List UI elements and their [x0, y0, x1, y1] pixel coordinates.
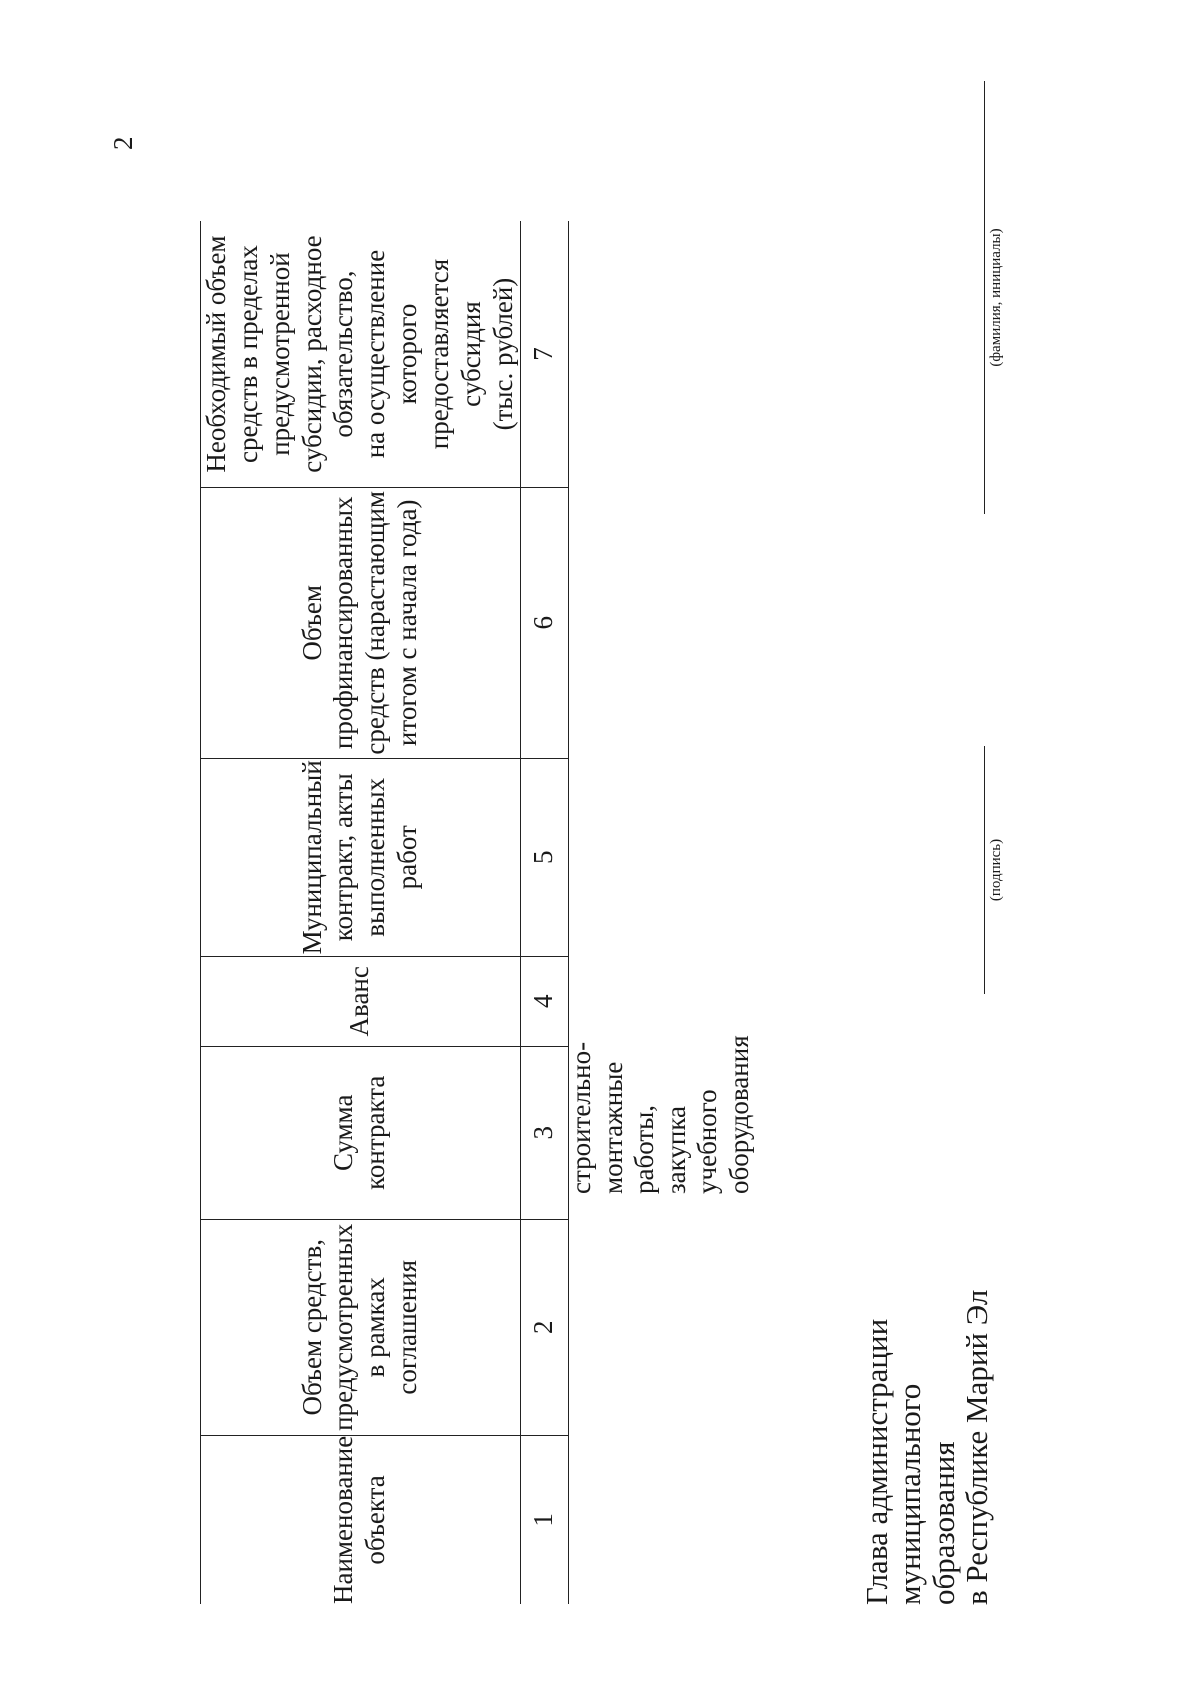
header-advance: Аванс [201, 956, 521, 1046]
column-number: 5 [520, 758, 568, 956]
column-number: 7 [520, 221, 568, 487]
name-caption: (фамилия, инициалы) [988, 228, 1004, 367]
column-number: 1 [520, 1435, 568, 1604]
signature-line [984, 746, 985, 994]
header-agreement-funds: Объем средств, предусмотренных в рамках соглашения [201, 1219, 521, 1435]
table-column-number-row [520, 221, 568, 1604]
table-header-row [201, 221, 521, 1604]
column-number: 2 [520, 1219, 568, 1435]
subsidy-table [200, 221, 569, 1604]
header-required-funds: Необходимый объем средств в пределах предусмотренной субсидии, расходное обязательство, на осуществление которого предоставляется субсидия (тыс. рублей) [201, 221, 521, 487]
column-number: 4 [520, 956, 568, 1046]
header-object-name: Наименование объекта [201, 1435, 521, 1604]
column-number: 3 [520, 1046, 568, 1219]
work-type-note: строительно- монтажные работы, закупка учебного оборудования [566, 1035, 754, 1194]
page-number: 2 [108, 136, 138, 150]
header-contract-sum: Сумма контракта [201, 1046, 521, 1219]
signer-title: Глава администрации муниципального образования в Республике Марий Эл [859, 1289, 995, 1605]
name-line [984, 81, 985, 514]
header-financed-funds: Объем профинансированных средств (нарастающим итогом с начала года) [201, 487, 521, 758]
header-municipal-contract: Муниципальный контракт, акты выполненных работ [201, 758, 521, 956]
column-number: 6 [520, 487, 568, 758]
signature-caption: (подпись) [988, 838, 1004, 902]
